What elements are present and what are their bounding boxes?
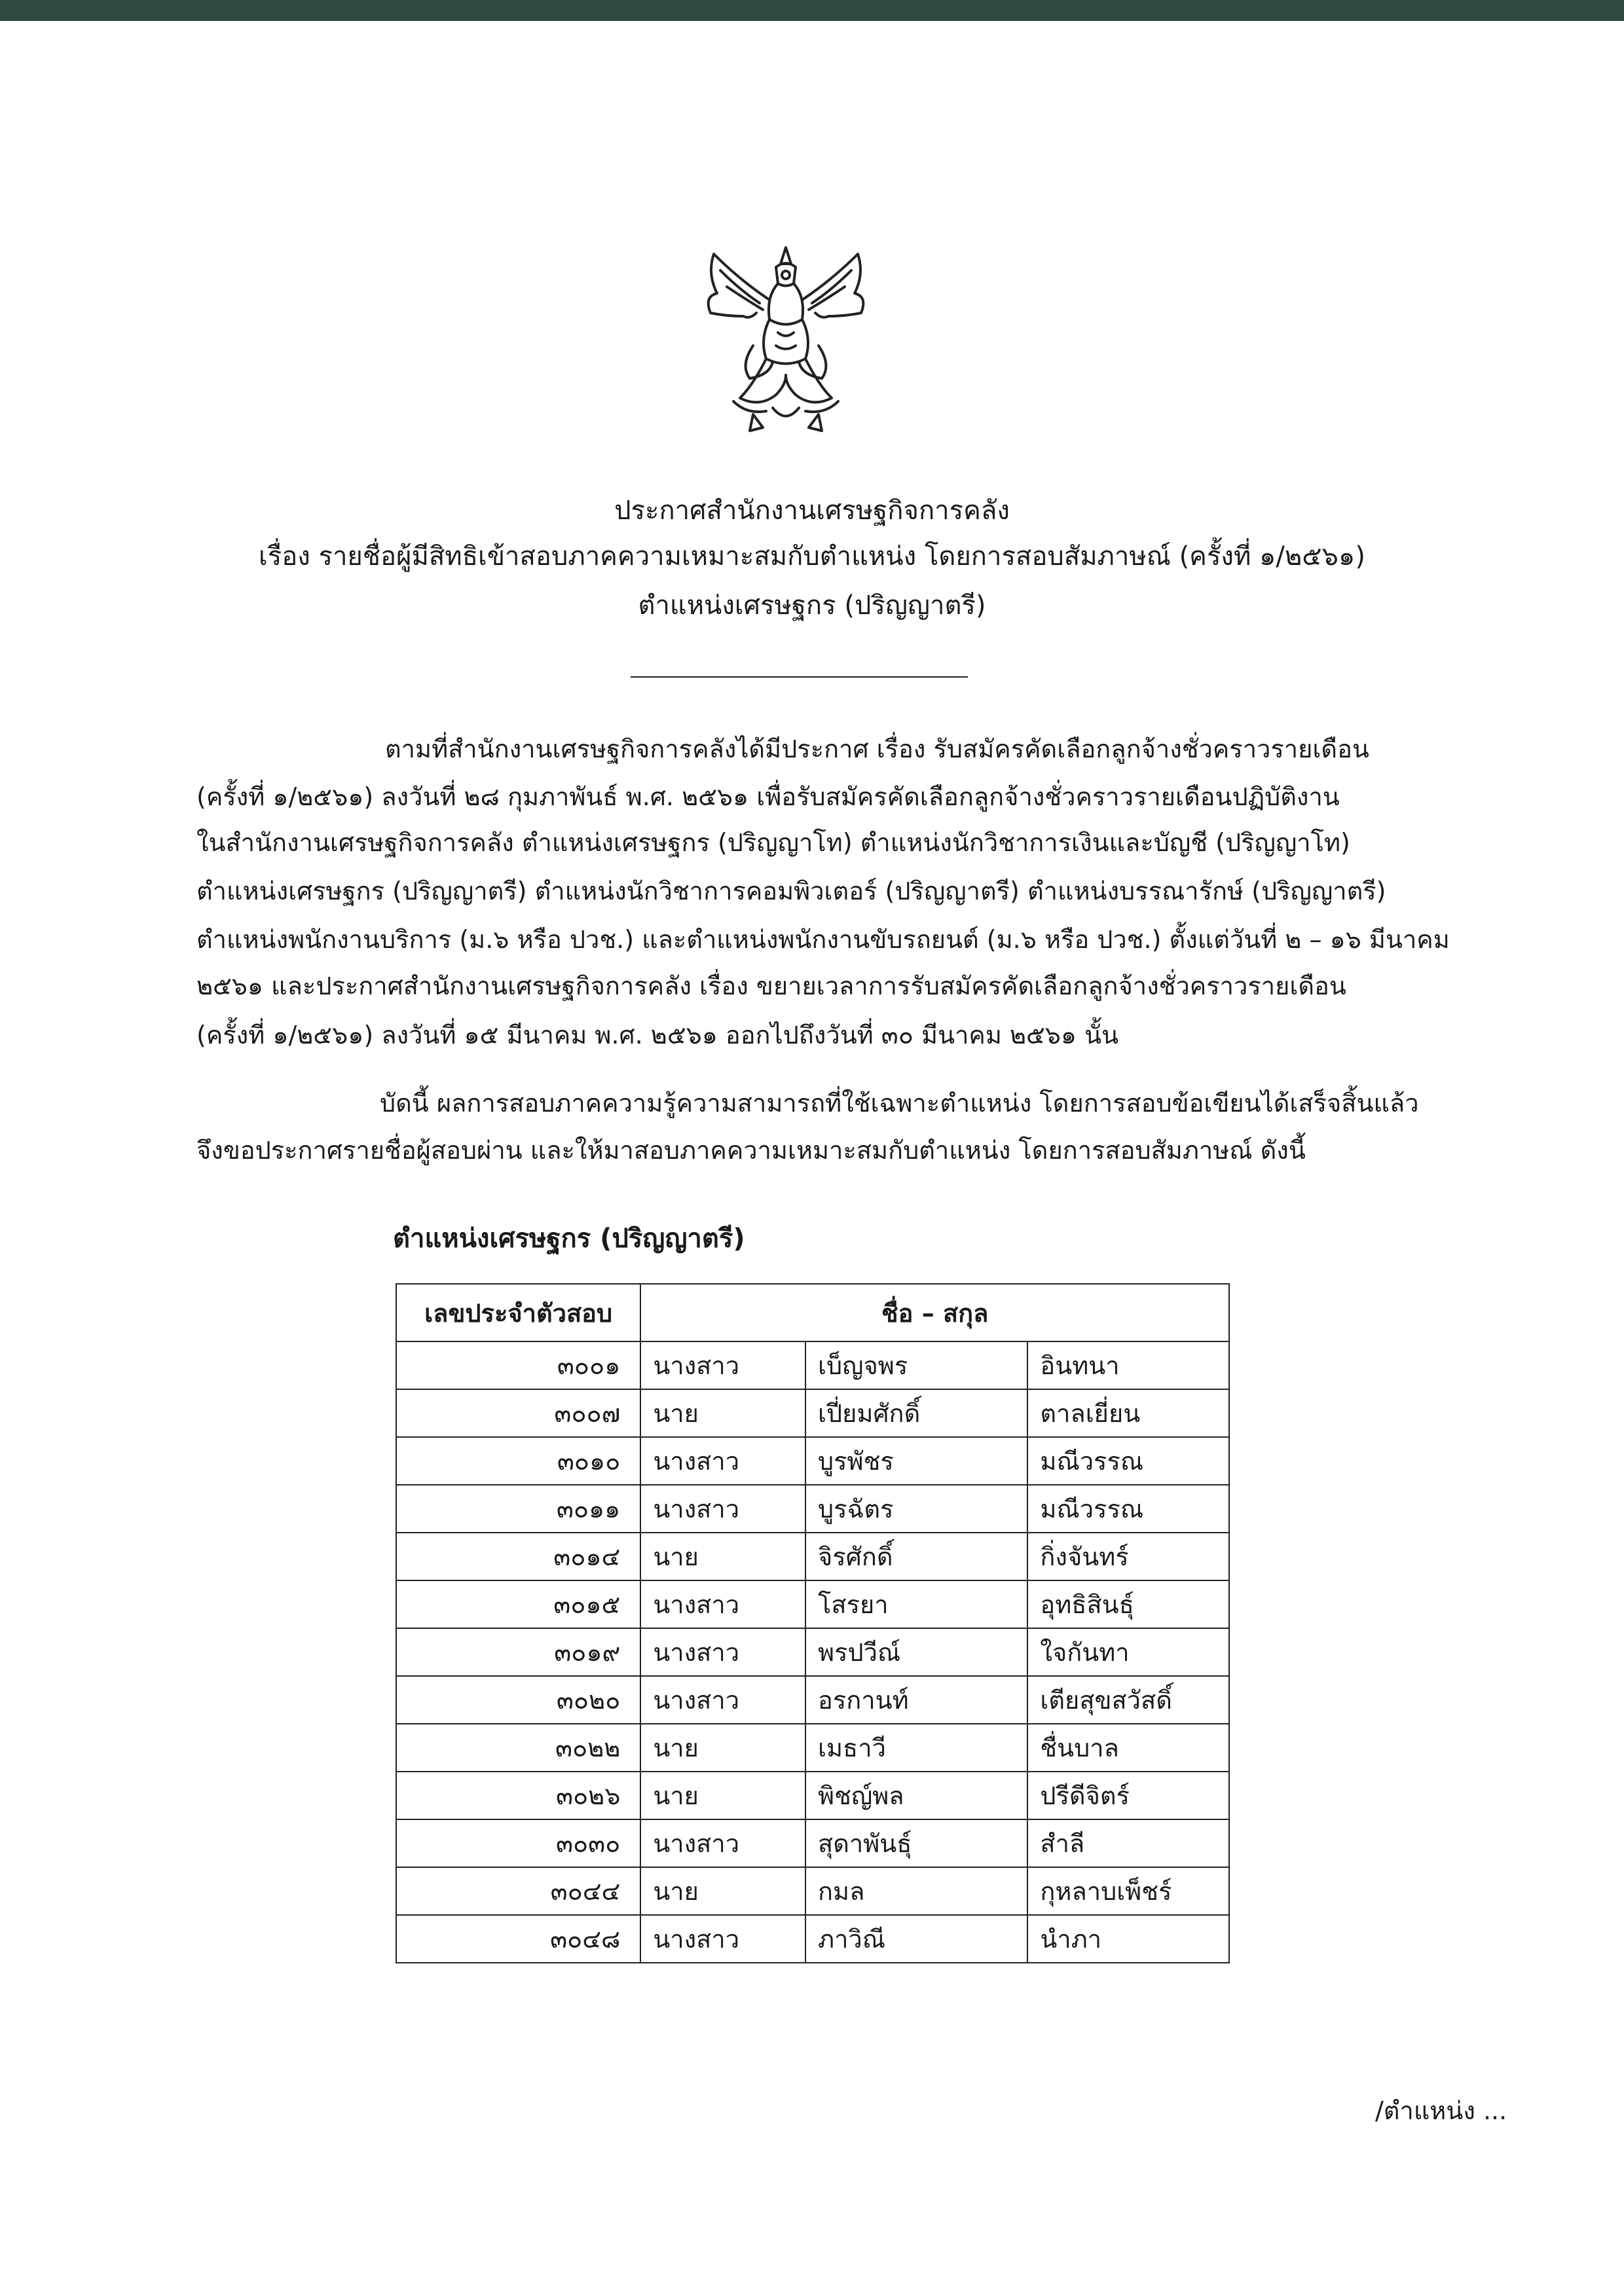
cell-last-name: สำลี bbox=[1027, 1819, 1229, 1867]
paragraph-line: ตำแหน่งพนักงานบริการ (ม.๖ หรือ ปวช.) และตำแหน่งพนักงานขับรถยนต์ (ม.๖ หรือ ปวช.) ตั้งแต่วันที่ ๒ – ๑๖ มีนาคม bbox=[196, 925, 1450, 954]
cell-last-name: ตาลเยี่ยน bbox=[1027, 1389, 1229, 1437]
cell-exam-id: ๓๐๑๕ bbox=[396, 1580, 640, 1628]
cell-first-name: สุดาพันธุ์ bbox=[805, 1819, 1027, 1867]
paragraph-line: ในสำนักงานเศรษฐกิจการคลัง ตำแหน่งเศรษฐกร (ปริญญาโท) ตำแหน่งนักวิชาการเงินและบัญชี (ปริญญาโท) bbox=[196, 828, 1350, 857]
cell-first-name: เปี่ยมศักดิ์ bbox=[805, 1389, 1027, 1437]
cell-exam-id: ๓๐๒๒ bbox=[396, 1724, 640, 1772]
cell-last-name: อินทนา bbox=[1027, 1341, 1229, 1389]
cell-last-name: มณีวรรณ bbox=[1027, 1485, 1229, 1533]
cell-first-name: พิชญ์พล bbox=[805, 1772, 1027, 1819]
paragraph-line: บัดนี้ ผลการสอบภาคความรู้ความสามารถที่ใช้เฉพาะตำแหน่ง โดยการสอบข้อเขียนได้เสร็จสิ้นแล้ว bbox=[380, 1089, 1419, 1118]
cell-last-name: ปรีดีจิตร์ bbox=[1027, 1772, 1229, 1819]
cell-last-name: อุทธิสินธุ์ bbox=[1027, 1580, 1229, 1628]
paragraph-line: จึงขอประกาศรายชื่อผู้สอบผ่าน และให้มาสอบภาคความเหมาะสมกับตำแหน่ง โดยการสอบสัมภาษณ์ ดังนี้ bbox=[196, 1136, 1306, 1165]
paragraph-line: ตำแหน่งเศรษฐกร (ปริญญาตรี) ตำแหน่งนักวิชาการคอมพิวเตอร์ (ปริญญาตรี) ตำแหน่งบรรณารักษ์ (ปริญญาตรี) bbox=[196, 877, 1386, 905]
cell-exam-id: ๓๐๑๐ bbox=[396, 1437, 640, 1485]
paragraph-line: ๒๕๖๑ และประกาศสำนักงานเศรษฐกิจการคลัง เรื่อง ขยายเวลาการรับสมัครคัดเลือกลูกจ้างชั่วคราวรายเดือน bbox=[196, 972, 1346, 1000]
cell-exam-id: ๓๐๑๔ bbox=[396, 1533, 640, 1580]
cell-exam-id: ๓๐๐๗ bbox=[396, 1389, 640, 1437]
cell-exam-id: ๓๐๒๖ bbox=[396, 1772, 640, 1819]
heading-divider bbox=[631, 676, 968, 678]
cell-title: นางสาว bbox=[640, 1437, 805, 1485]
cell-last-name: ชื่นบาล bbox=[1027, 1724, 1229, 1772]
cell-title: นาย bbox=[640, 1724, 805, 1772]
cell-exam-id: ๓๐๔๔ bbox=[396, 1867, 640, 1915]
table-row bbox=[396, 1772, 1229, 1819]
cell-first-name: กมล bbox=[805, 1867, 1027, 1915]
cell-exam-id: ๓๐๑๙ bbox=[396, 1628, 640, 1676]
cell-first-name: บูรฉัตร bbox=[805, 1485, 1027, 1533]
announcement-position: ตำแหน่งเศรษฐกร (ปริญญาตรี) bbox=[638, 591, 986, 621]
cell-title: นาย bbox=[640, 1533, 805, 1580]
page-continuation: /ตำแหน่ง ... bbox=[1375, 2096, 1507, 2125]
table-row bbox=[396, 1724, 1229, 1772]
cell-exam-id: ๓๐๓๐ bbox=[396, 1819, 640, 1867]
table-row bbox=[396, 1867, 1229, 1915]
paragraph-line: ตามที่สำนักงานเศรษฐกิจการคลังได้มีประกาศ เรื่อง รับสมัครคัดเลือกลูกจ้างชั่วคราวรายเดือน bbox=[385, 735, 1369, 763]
cell-first-name: บูรพัชร bbox=[805, 1437, 1027, 1485]
cell-title: นางสาว bbox=[640, 1341, 805, 1389]
cell-last-name: กิ่งจันทร์ bbox=[1027, 1533, 1229, 1580]
table-row bbox=[396, 1341, 1229, 1389]
cell-first-name: อรกานท์ bbox=[805, 1676, 1027, 1724]
table-row bbox=[396, 1628, 1229, 1676]
cell-first-name: ภาวิณี bbox=[805, 1915, 1027, 1963]
cell-title: นาย bbox=[640, 1389, 805, 1437]
cell-first-name: เบ็ญจพร bbox=[805, 1341, 1027, 1389]
cell-title: นาย bbox=[640, 1772, 805, 1819]
cell-title: นางสาว bbox=[640, 1485, 805, 1533]
cell-last-name: กุหลาบเพ็ชร์ bbox=[1027, 1867, 1229, 1915]
announcement-title: ประกาศสำนักงานเศรษฐกิจการคลัง bbox=[614, 496, 1010, 526]
cell-exam-id: ๓๐๑๑ bbox=[396, 1485, 640, 1533]
cell-first-name: พรปวีณ์ bbox=[805, 1628, 1027, 1676]
cell-first-name: จิรศักดิ์ bbox=[805, 1533, 1027, 1580]
table-row bbox=[396, 1819, 1229, 1867]
candidate-table bbox=[396, 1283, 1230, 1963]
table-row bbox=[396, 1915, 1229, 1963]
section-title: ตำแหน่งเศรษฐกร (ปริญญาตรี) bbox=[393, 1224, 745, 1254]
table-header-row bbox=[396, 1284, 1229, 1341]
cell-title: นางสาว bbox=[640, 1915, 805, 1963]
table-row bbox=[396, 1533, 1229, 1580]
cell-exam-id: ๓๐๒๐ bbox=[396, 1676, 640, 1724]
table-row bbox=[396, 1485, 1229, 1533]
cell-first-name: โสรยา bbox=[805, 1580, 1027, 1628]
table-row bbox=[396, 1437, 1229, 1485]
table-row bbox=[396, 1580, 1229, 1628]
table-row bbox=[396, 1389, 1229, 1437]
announcement-subject: เรื่อง รายชื่อผู้มีสิทธิเข้าสอบภาคความเหมาะสมกับตำแหน่ง โดยการสอบสัมภาษณ์ (ครั้งที่ ๑/๒๕๖๑) bbox=[259, 541, 1365, 572]
cell-last-name: เตียสุขสวัสดิ์ bbox=[1027, 1676, 1229, 1724]
cell-title: นางสาว bbox=[640, 1819, 805, 1867]
cell-exam-id: ๓๐๐๑ bbox=[396, 1341, 640, 1389]
cell-last-name: ใจกันทา bbox=[1027, 1628, 1229, 1676]
cell-title: นางสาว bbox=[640, 1676, 805, 1724]
header-full-name: ชื่อ – สกุล bbox=[640, 1284, 1229, 1341]
cell-title: นาย bbox=[640, 1867, 805, 1915]
header-exam-id: เลขประจำตัวสอบ bbox=[396, 1284, 640, 1341]
paragraph-line: (ครั้งที่ ๑/๒๕๖๑) ลงวันที่ ๑๕ มีนาคม พ.ศ. ๒๕๖๑ ออกไปถึงวันที่ ๓๐ มีนาคม ๒๕๖๑ นั้น bbox=[196, 1021, 1119, 1049]
cell-title: นางสาว bbox=[640, 1628, 805, 1676]
cell-last-name: มณีวรรณ bbox=[1027, 1437, 1229, 1485]
scan-top-band bbox=[0, 0, 1624, 21]
cell-exam-id: ๓๐๔๘ bbox=[396, 1915, 640, 1963]
cell-first-name: เมธาวี bbox=[805, 1724, 1027, 1772]
table-row bbox=[396, 1676, 1229, 1724]
cell-title: นางสาว bbox=[640, 1580, 805, 1628]
garuda-emblem-icon bbox=[688, 234, 884, 444]
cell-last-name: นำภา bbox=[1027, 1915, 1229, 1963]
paragraph-line: (ครั้งที่ ๑/๒๕๖๑) ลงวันที่ ๒๘ กุมภาพันธ์ พ.ศ. ๒๕๖๑ เพื่อรับสมัครคัดเลือกลูกจ้างชั่วคราวรายเดือนปฏิบัติงาน bbox=[196, 782, 1340, 811]
